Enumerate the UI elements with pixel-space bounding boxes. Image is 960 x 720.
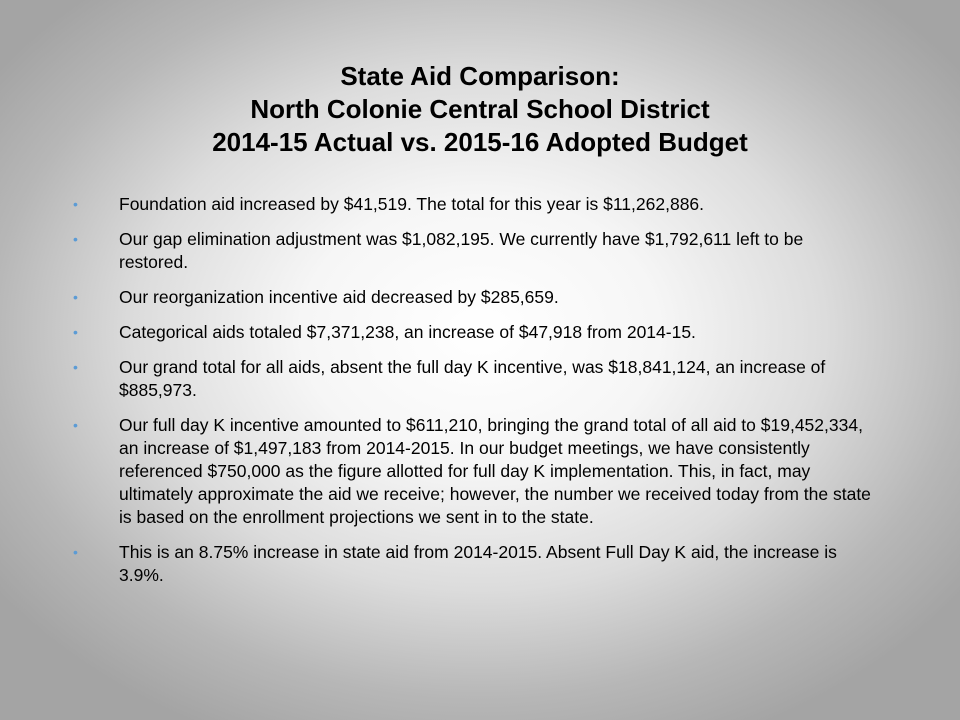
slide-title-line: State Aid Comparison: (340, 61, 620, 91)
bullet-text: Our grand total for all aids, absent the full day K incentive, was $18,841,124, an increase of $885,973. (119, 357, 826, 400)
bullet-text: Categorical aids totaled $7,371,238, an increase of $47,918 from 2014-15. (119, 322, 696, 342)
bullet-icon: • (73, 289, 78, 305)
bullet-text: Our gap elimination adjustment was $1,082,195. We currently have $1,792,611 left to be restored. (119, 229, 804, 272)
bullet-item (73, 414, 873, 529)
bullet-item (73, 541, 873, 587)
bullet-item (73, 321, 873, 344)
bullet-icon: • (73, 544, 78, 560)
bullet-icon: • (73, 196, 78, 212)
bullet-item (73, 228, 873, 274)
bullet-icon: • (73, 359, 78, 375)
bullet-icon: • (73, 417, 78, 433)
slide-title-line: North Colonie Central School District (250, 94, 710, 124)
bullet-text: Our full day K incentive amounted to $611,210, bringing the grand total of all aid to $19,452,334, an increase of $1,497,183 from 2014-2015. In our budget meetings, we have consistently referenced $750,000 as the figure allotted for full day K implementation. This, in fact, may ultimately approximate the aid we receive; however, the number we received today from the state is based on the enrollment projections we sent in to the state. (119, 415, 871, 527)
bullet-item (73, 193, 873, 216)
bullet-icon: • (73, 324, 78, 340)
bullet-text: Foundation aid increased by $41,519. The total for this year is $11,262,886. (119, 194, 705, 214)
slide-title (40, 60, 920, 159)
bullet-item (73, 356, 873, 402)
bullet-icon: • (73, 231, 78, 247)
bullet-list (73, 193, 873, 599)
bullet-text: Our reorganization incentive aid decreased by $285,659. (119, 287, 559, 307)
bullet-text: This is an 8.75% increase in state aid from 2014-2015. Absent Full Day K aid, the increase is 3.9%. (119, 542, 837, 585)
bullet-item (73, 286, 873, 309)
slide-title-line: 2014-15 Actual vs. 2015-16 Adopted Budget (212, 127, 748, 157)
